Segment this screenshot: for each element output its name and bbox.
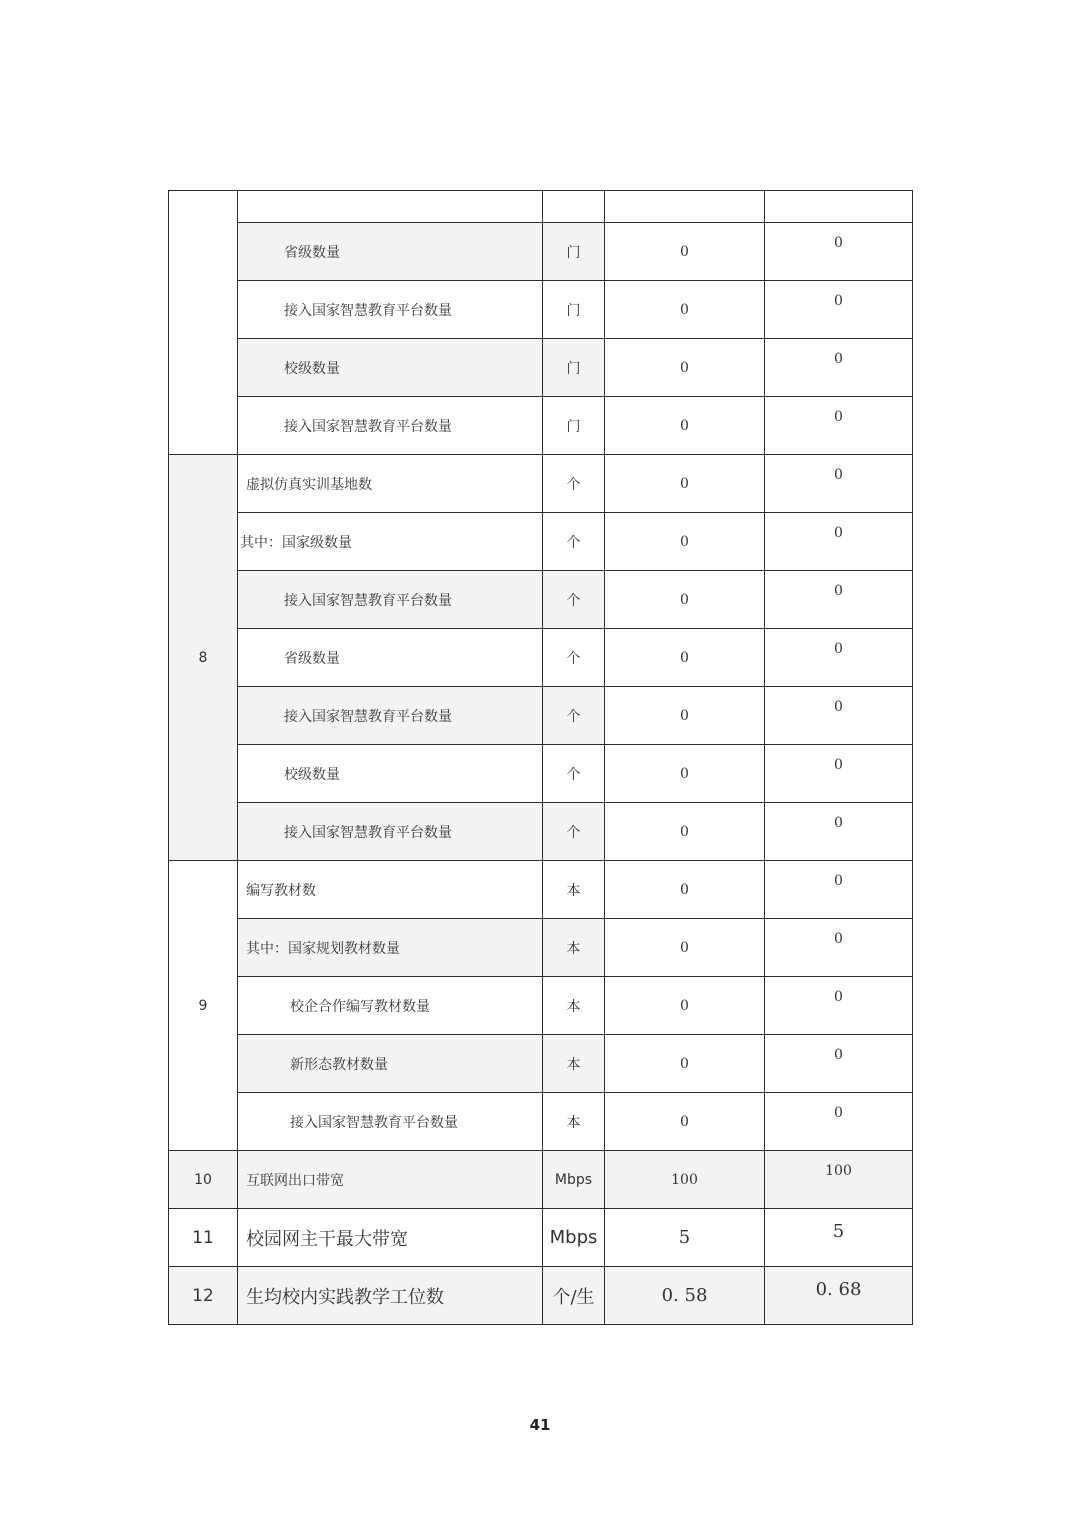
value-cell: 100 (605, 1151, 765, 1209)
table-row (169, 571, 913, 629)
table-row (169, 191, 913, 223)
table-row (169, 1151, 913, 1209)
table-row (169, 1035, 913, 1093)
value-cell: 0 (765, 455, 913, 513)
value-cell: 0 (765, 223, 913, 281)
unit-cell: 门 (543, 397, 605, 455)
item-name-cell: 省级数量 (238, 629, 543, 687)
value-cell: 0 (765, 977, 913, 1035)
value-cell: 0 (765, 861, 913, 919)
item-name-cell: 接入国家智慧教育平台数量 (238, 571, 543, 629)
table-row (169, 1093, 913, 1151)
unit-cell: 门 (543, 339, 605, 397)
unit-cell (543, 191, 605, 223)
value-cell: 0 (765, 1035, 913, 1093)
table-row (169, 397, 913, 455)
value-cell: 0 (765, 803, 913, 861)
table-row (169, 1209, 913, 1267)
unit-cell: 本 (543, 861, 605, 919)
unit-cell: 个 (543, 571, 605, 629)
data-table (168, 190, 913, 1325)
table-row (169, 919, 913, 977)
unit-cell: 个/生 (543, 1267, 605, 1325)
item-name-cell (238, 191, 543, 223)
value-cell: 0 (605, 513, 765, 571)
row-number-cell: 12 (169, 1267, 238, 1325)
table-row (169, 455, 913, 513)
value-cell: 0 (605, 803, 765, 861)
item-name-cell: 编写教材数 (238, 861, 543, 919)
unit-cell: 本 (543, 977, 605, 1035)
row-number-cell: 8 (169, 455, 238, 861)
table-row (169, 745, 913, 803)
item-name-cell: 接入国家智慧教育平台数量 (238, 397, 543, 455)
value-cell: 0 (605, 861, 765, 919)
item-name-cell: 互联网出口带宽 (238, 1151, 543, 1209)
row-number-cell: 11 (169, 1209, 238, 1267)
table-row (169, 977, 913, 1035)
value-cell: 0 (765, 1093, 913, 1151)
value-cell: 0 (765, 397, 913, 455)
value-cell: 0 (605, 281, 765, 339)
value-cell: 0 (765, 571, 913, 629)
table-row (169, 1267, 913, 1325)
table-row (169, 281, 913, 339)
item-name-cell: 接入国家智慧教育平台数量 (238, 281, 543, 339)
item-name-cell: 校级数量 (238, 339, 543, 397)
value-cell: 0 (605, 339, 765, 397)
unit-cell: 本 (543, 919, 605, 977)
value-cell: 0 (605, 1093, 765, 1151)
item-name-cell: 接入国家智慧教育平台数量 (238, 803, 543, 861)
value-cell: 0 (765, 339, 913, 397)
value-cell: 0 (605, 571, 765, 629)
value-cell (605, 191, 765, 223)
value-cell: 0 (765, 629, 913, 687)
page-number: 41 (529, 1416, 551, 1434)
row-number-cell: 9 (169, 861, 238, 1151)
value-cell: 0 (605, 223, 765, 281)
value-cell: 0 (765, 687, 913, 745)
item-name-cell: 生均校内实践教学工位数 (238, 1267, 543, 1325)
value-cell: 5 (765, 1209, 913, 1267)
item-name-cell: 省级数量 (238, 223, 543, 281)
table-row (169, 513, 913, 571)
unit-cell: 门 (543, 281, 605, 339)
item-name-cell: 新形态教材数量 (238, 1035, 543, 1093)
item-name-cell: 校企合作编写教材数量 (238, 977, 543, 1035)
item-name-cell: 校园网主干最大带宽 (238, 1209, 543, 1267)
unit-cell: 本 (543, 1035, 605, 1093)
value-cell: 0 (605, 1035, 765, 1093)
value-cell: 0. 58 (605, 1267, 765, 1325)
item-name-cell: 接入国家智慧教育平台数量 (238, 1093, 543, 1151)
value-cell (765, 191, 913, 223)
value-cell: 0 (605, 745, 765, 803)
table-row (169, 629, 913, 687)
value-cell: 0 (605, 687, 765, 745)
value-cell: 5 (605, 1209, 765, 1267)
unit-cell: 个 (543, 455, 605, 513)
unit-cell: 个 (543, 745, 605, 803)
value-cell: 100 (765, 1151, 913, 1209)
table-row (169, 687, 913, 745)
item-name-cell: 校级数量 (238, 745, 543, 803)
value-cell: 0 (605, 919, 765, 977)
value-cell: 0 (605, 977, 765, 1035)
value-cell: 0 (765, 281, 913, 339)
value-cell: 0 (765, 745, 913, 803)
value-cell: 0. 68 (765, 1267, 913, 1325)
item-name-cell: 虚拟仿真实训基地数 (238, 455, 543, 513)
unit-cell: 个 (543, 803, 605, 861)
item-name-cell: 接入国家智慧教育平台数量 (238, 687, 543, 745)
unit-cell: 个 (543, 629, 605, 687)
unit-cell: 个 (543, 513, 605, 571)
unit-cell: Mbps (543, 1209, 605, 1267)
unit-cell: Mbps (543, 1151, 605, 1209)
value-cell: 0 (605, 397, 765, 455)
row-number-cell: 10 (169, 1151, 238, 1209)
value-cell: 0 (605, 629, 765, 687)
item-name-cell: 其中：国家规划教材数量 (238, 919, 543, 977)
value-cell: 0 (765, 513, 913, 571)
unit-cell: 门 (543, 223, 605, 281)
value-cell: 0 (605, 455, 765, 513)
table-row (169, 803, 913, 861)
table-row (169, 223, 913, 281)
item-name-cell: 其中：国家级数量 (238, 513, 543, 571)
table-row (169, 339, 913, 397)
value-cell: 0 (765, 919, 913, 977)
table-row (169, 861, 913, 919)
unit-cell: 个 (543, 687, 605, 745)
row-number-cell (169, 191, 238, 455)
unit-cell: 本 (543, 1093, 605, 1151)
